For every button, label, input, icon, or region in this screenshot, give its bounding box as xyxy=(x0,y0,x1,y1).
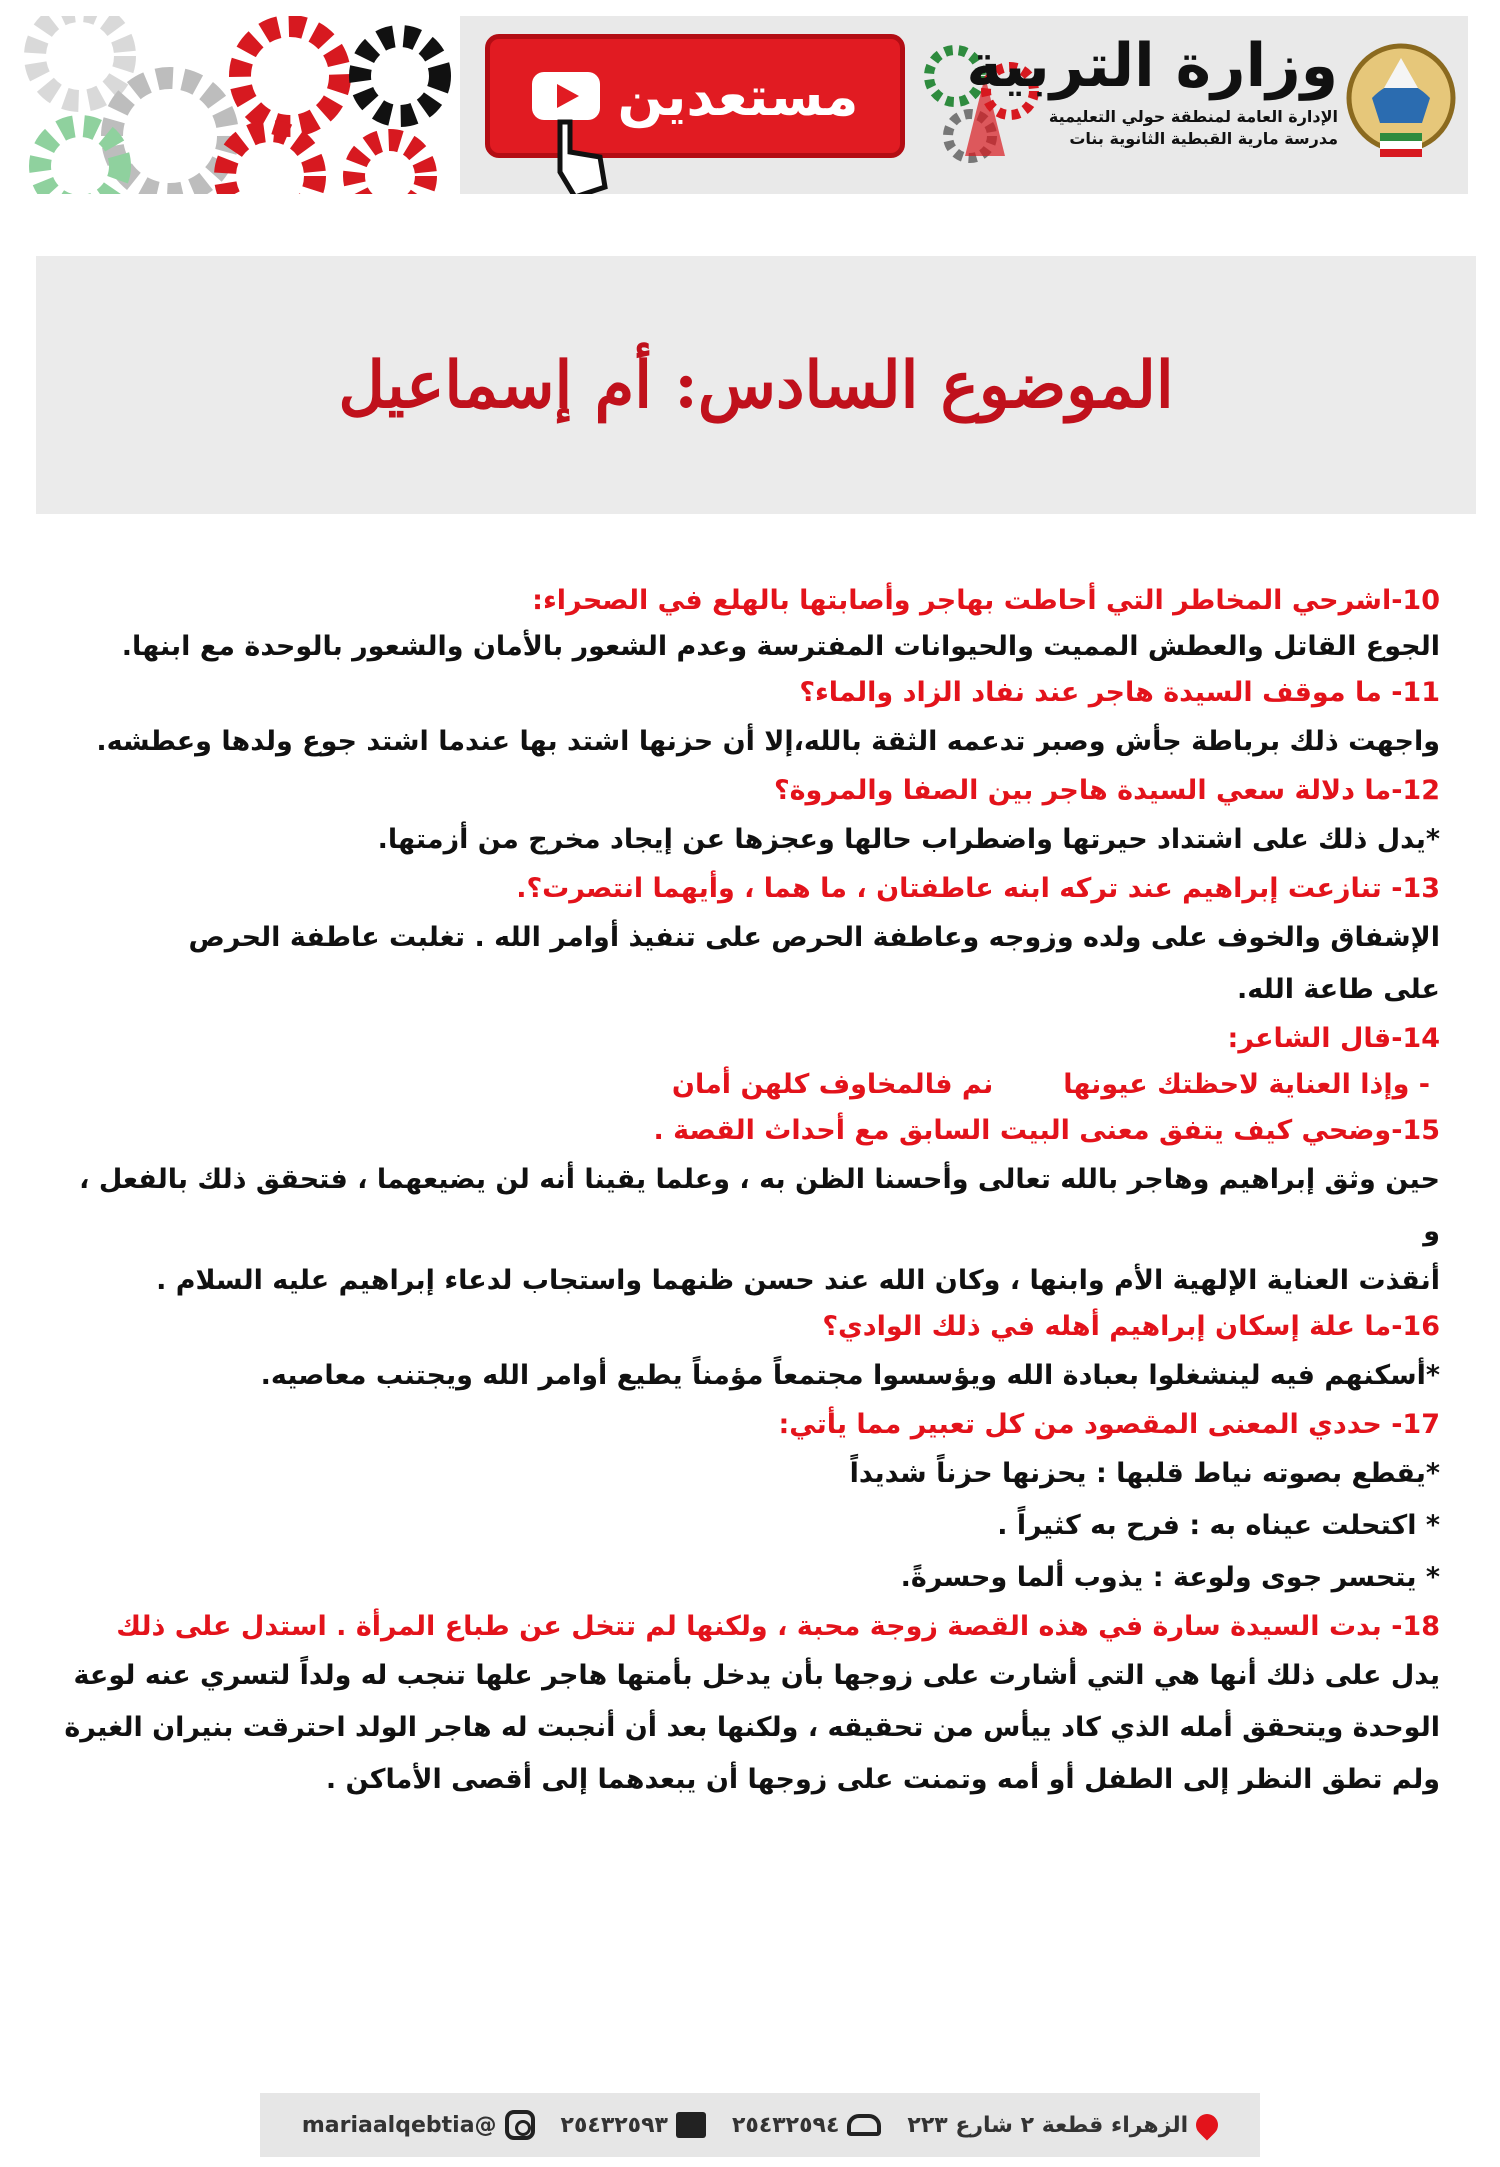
answer-15-line-1: حين وثق إبراهيم وهاجر بالله تعالى وأحسنا الظن به ، وعلما يقينا أنه لن يضيعهما ، فتحقق ذلك بالفعل ، و xyxy=(79,1164,1440,1247)
footer-contact-bar xyxy=(260,2093,1260,2157)
footer-address xyxy=(907,2113,1218,2138)
header-banner xyxy=(20,16,1468,194)
fax-text: ٢٥٤٣٢٥٩٣ xyxy=(560,2112,668,2138)
question-10: 10-اشرحي المخاطر التي أحاطت بهاجر وأصابتها بالهلع في الصحراء: xyxy=(532,585,1440,616)
instagram-handle[interactable]: @mariaalqebtia xyxy=(301,2112,497,2138)
poem-verse xyxy=(60,1062,1440,1108)
answer-10: الجوع القاتل والعطش المميت والحيوانات المفترسة وعدم الشعور بالأمان والشعور بالوحدة مع ابنها. xyxy=(121,631,1440,662)
question-11: 11- ما موقف السيدة هاجر عند نفاد الزاد والماء؟ xyxy=(799,677,1440,708)
question-13: 13- تنازعت إبراهيم عند تركه ابنه عاطفتان ، ما هما ، وأيهما انتصرت؟. xyxy=(516,873,1440,904)
footer-fax xyxy=(561,2112,706,2138)
school-name: مدرسة مارية القبطية الثانوية بنات xyxy=(1069,129,1338,148)
page-title: الموضوع السادس: أم إسماعيل xyxy=(338,347,1174,423)
ministry-title: وزارة التربية xyxy=(966,31,1338,101)
answer-17-item-2: * اكتحلت عيناه به : فرح به كثيراً . xyxy=(997,1510,1440,1541)
answer-12: *يدل ذلك على اشتداد حيرتها واضطراب حالها وعجزها عن إيجاد مخرج من أزمتها. xyxy=(377,824,1440,855)
phone-icon xyxy=(847,2114,881,2136)
location-pin-icon xyxy=(1192,2109,1223,2140)
answer-13-line-1: الإشفاق والخوف على ولده وزوجه وعاطفة الحرص على تنفيذ أوامر الله . تغلبت عاطفة الحرص xyxy=(188,922,1440,953)
answer-17-item-3: * يتحسر جوى ولوعة : يذوب ألما وحسرةً. xyxy=(900,1562,1440,1593)
answer-13-line-2: على طاعة الله. xyxy=(1236,974,1440,1005)
ministry-subtitle: الإدارة العامة لمنطقة حولي التعليمية xyxy=(1048,107,1338,126)
pointer-hand-icon xyxy=(540,112,620,194)
gears-decoration-icon xyxy=(20,16,460,194)
answer-11: واجهت ذلك برباطة جأش وصبر تدعمه الثقة بالله،إلا أن حزنها اشتد بها عندما اشتد جوع ولدها وعطشه. xyxy=(96,726,1440,757)
ministry-block xyxy=(938,26,1338,150)
answer-15-line-2: أنقذت العناية الإلهية الأم وابنها ، وكان الله عند حسن ظنهما واستجاب لدعاء إبراهيم عليه السلام . xyxy=(156,1265,1440,1296)
phone-text: ٢٥٤٣٢٥٩٤ xyxy=(731,2112,840,2138)
question-17: 17- حددي المعنى المقصود من كل تعبير مما يأتي: xyxy=(778,1409,1440,1440)
question-16: 16-ما علة إسكان إبراهيم أهله في ذلك الوادي؟ xyxy=(822,1311,1440,1342)
verse-first-hemistich: - وإذا العناية لاحظتك عيونها xyxy=(1063,1069,1430,1100)
question-18: 18- بدت السيدة سارة في هذه القصة زوجة محبة ، ولكنها لم تتخل عن طباع المرأة . استدل على ذلك xyxy=(116,1611,1440,1642)
answer-17-item-1: *يقطع بصوته نياط قلبها : يحزنها حزناً شديداً xyxy=(849,1458,1440,1489)
address-text: الزهراء قطعة ٢ شارع ٢٢٣ xyxy=(907,2112,1189,2138)
title-band xyxy=(36,256,1476,514)
content xyxy=(60,578,1440,1806)
footer-phone xyxy=(732,2113,881,2138)
answer-18-line-1: يدل على ذلك أنها هي التي أشارت على زوجها بأن يدخل بأمتها هاجر علها تنجب له ولداً لتسري عنه لوعة xyxy=(73,1660,1440,1691)
answer-18-line-3: ولم تطق النظر إلى الطفل أو أمه وتمنت على زوجها أن يبعدهما إلى أقصى الأماكن . xyxy=(325,1764,1440,1795)
instagram-icon xyxy=(505,2110,535,2140)
question-12: 12-ما دلالة سعي السيدة هاجر بين الصفا والمروة؟ xyxy=(773,775,1440,806)
fax-icon xyxy=(676,2112,706,2138)
answer-18-line-2: الوحدة ويتحقق أمله الذي كاد ييأس من تحقيقه ، ولكنها بعد أن أنجبت له هاجر الولد احترقت بنيران الغيرة xyxy=(64,1712,1440,1743)
question-15: 15-وضحي كيف يتفق معنى البيت السابق مع أحداث القصة . xyxy=(653,1115,1440,1146)
promo-label: مستعدين xyxy=(617,64,859,128)
verse-second-hemistich: نم فالمخاوف كلهن أمان xyxy=(671,1069,994,1100)
question-14: 14-قال الشاعر: xyxy=(1227,1023,1440,1054)
footer-instagram[interactable] xyxy=(302,2110,535,2140)
kuwait-emblem-icon xyxy=(1342,28,1460,178)
answer-16: *أسكنهم فيه لينشغلوا بعبادة الله ويؤسسوا مجتمعاً مؤمناً يطيع أوامر الله ويجتنب معاصيه. xyxy=(260,1360,1440,1391)
